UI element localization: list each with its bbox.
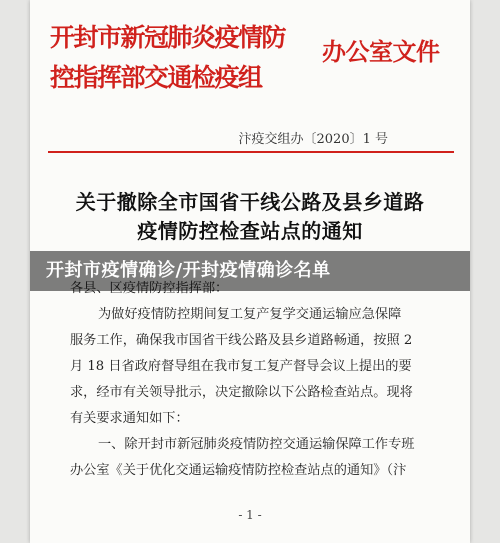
body-line: 服务工作，确保我市国省干线公路及县乡道路畅通，按照 2: [70, 333, 413, 348]
document-header-issuer: [50, 18, 322, 98]
document-title: [30, 188, 470, 246]
page-number: - 1 -: [238, 508, 262, 522]
body-line: 月 18 日省政府督导组在我市复工复产督导会议上提出的要: [70, 359, 412, 374]
header-issuer-line-2: 控指挥部交通检疫组: [50, 63, 262, 92]
header-issuer-line-1: 开封市新冠肺炎疫情防: [50, 23, 286, 52]
document-body: [70, 276, 454, 484]
document-title-line-2: 疫情防控检查站点的通知: [137, 219, 363, 243]
document-header-type: 办公室文件: [322, 37, 440, 66]
body-line: 求，经市有关领导批示，决定撤除以下公路检查站点。现将: [70, 385, 413, 400]
body-line: 为做好疫情防控期间复工复产复学交通运输应急保障: [98, 307, 402, 322]
body-line: 一、除开封市新冠肺炎疫情防控交通运输保障工作专班: [98, 437, 415, 452]
document-number: 汴疫交组办〔2020〕1 号: [238, 132, 388, 147]
body-line: 办公室《关于优化交通运输疫情防控检查站点的通知》（汴: [70, 463, 407, 478]
caption-overlay-text: 开封市疫情确诊/开封疫情确诊名单: [46, 260, 331, 281]
body-line: 有关要求通知如下：: [70, 411, 189, 426]
red-divider-line: [48, 151, 454, 153]
document-title-line-1: 关于撤除全市国省干线公路及县乡道路: [75, 190, 425, 214]
